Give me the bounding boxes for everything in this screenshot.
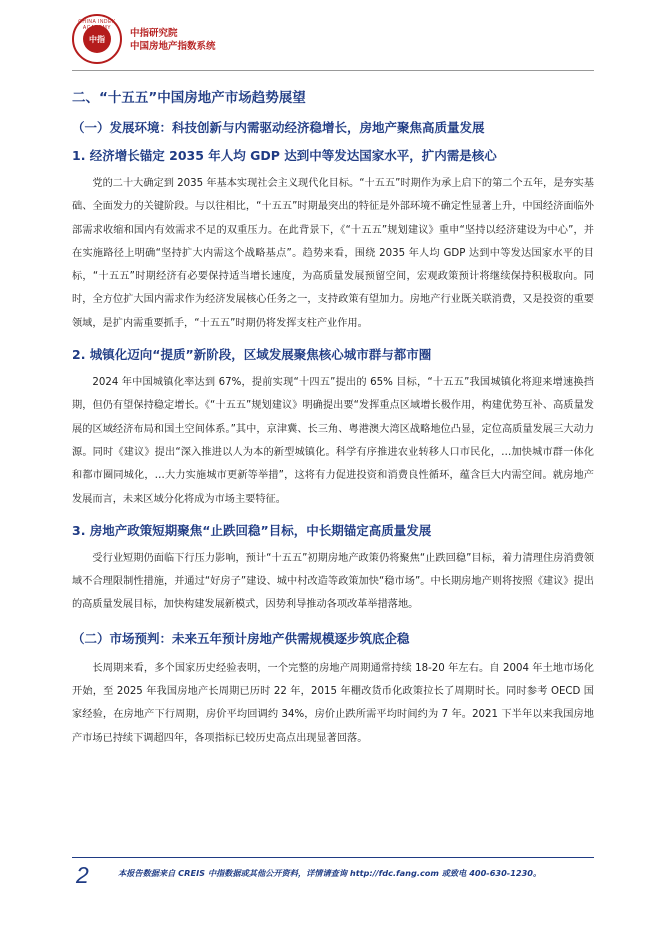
company-logo bbox=[72, 14, 122, 64]
logo-center-text: 中指 bbox=[89, 34, 105, 44]
item-2-heading: 2. 城镇化迈向“提质”新阶段，区域发展聚焦核心城市群与都市圈 bbox=[72, 347, 432, 363]
item-1-heading: 1. 经济增长锚定 2035 年人均 GDP 达到中等发达国家水平，扩内需是核心 bbox=[72, 148, 497, 163]
logo-ring-text: CHINA INDEX ACADEMY bbox=[78, 19, 116, 31]
brand-name: 中指研究院 bbox=[130, 28, 178, 39]
brand-subtitle: 中国房地产指数系统 bbox=[130, 41, 216, 52]
subsection-2-title: （二）市场预判：未来五年预计房地产供需规模逐步筑底企稳 bbox=[72, 630, 410, 646]
item-3-heading: 3. 房地产政策短期聚焦“止跌回稳”目标，中长期锚定高质量发展 bbox=[72, 522, 432, 538]
item-1-paragraph: 党的二十大确定到 2035 年基本实现社会主义现代化目标。“十五五”时期作为承上启下的第二个五年，是夯实基础、全面发力的关键阶段。与以往相比，“十五五”时期最突出的特征是外部环境不确定性显著上升，中国经济面临外部需求收缩和国内有效需求不足的双重压力。在此背景下，《“十五五”规划建议》重申“坚持以经济建设为中心”，并在实施路径上明确“坚持扩大内需这个战略基点”。趋势来看，围绕 2035 年人均 GDP 达到中等发达国家水平的目标，“十五五”时期经济有必要保持适当增长速度，为高质量发展预留空间，宏观政策预计将继续保持积极取向。同时，全方位扩大国内需求作为经济发展核心任务之一，支持政策有望加力。房地产行业既关联消费，又是投资的重要领域，是扩内需重要抓手，“十五五”时期仍将发挥支柱产业作用。 bbox=[72, 178, 594, 329]
main-content bbox=[72, 78, 594, 752]
footer-note: 本报告数据来自 CREIS 中指数据或其他公开资料，详情请查询 http://fdc.fang.com 或致电 400-630-1230。 bbox=[118, 868, 542, 878]
item-3-paragraph: 受行业短期仍面临下行压力影响，预计“十五五”初期房地产政策仍将聚焦“止跌回稳”目标，着力清理住房消费领域不合理限制性措施，并通过“好房子”建设、城中村改造等政策加快“稳市场”。中长期房地产则将按照《建议》提出的高质量发展目标，加快构建发展新模式，因势利导推动各项改革举措落地。 bbox=[72, 552, 594, 611]
header-divider bbox=[72, 70, 594, 71]
section-title: 二、“十五五”中国房地产市场趋势展望 bbox=[72, 90, 306, 106]
item-2-paragraph: 2024 年中国城镇化率达到 67%，提前实现“十四五”提出的 65% 目标，“十五五”我国城镇化将迎来增速换挡期，但仍有望保持稳定增长。《“十五五”规划建议》明确提出要“发挥重点区域增长极作用，构建优势互补、高质量发展的区域经济布局和国土空间体系。”其中，京津冀、长三角、粤港澳大湾区战略地位凸显，定位高质量发展三大动力源。同时《建议》提出“深入推进以人为本的新型城镇化。科学有序推进农业转移人口市民化，…加快城市群一体化和都市圈同城化，…大力实施城市更新等举措”，这将有力促进投资和消费良性循环，蕴含巨大内需空间。就房地产发展而言，未来区域分化将成为市场主要特征。 bbox=[72, 377, 594, 505]
brand-text bbox=[130, 27, 216, 53]
subsection-2-paragraph: 长周期来看，多个国家历史经验表明，一个完整的房地产周期通常持续 18-20 年左右。自 2004 年土地市场化开始，至 2025 年我国房地产长周期已历时 22 年，2015 年棚改货币化政策拉长了周期时长。同时参考 OECD 国家经验，在房地产下行周期，房价平均回调约 34%，房价止跌所需平均时间约为 7 年。2021 下半年以来我国房地产市场已持续下调超四年，各项指标已较历史高点出现显著回落。 bbox=[72, 662, 594, 744]
page-header bbox=[72, 14, 592, 74]
subsection-1-title: （一）发展环境：科技创新与内需驱动经济稳增长，房地产聚焦高质量发展 bbox=[72, 120, 485, 135]
page-number: 2 bbox=[76, 862, 89, 888]
footer-divider bbox=[72, 857, 594, 858]
